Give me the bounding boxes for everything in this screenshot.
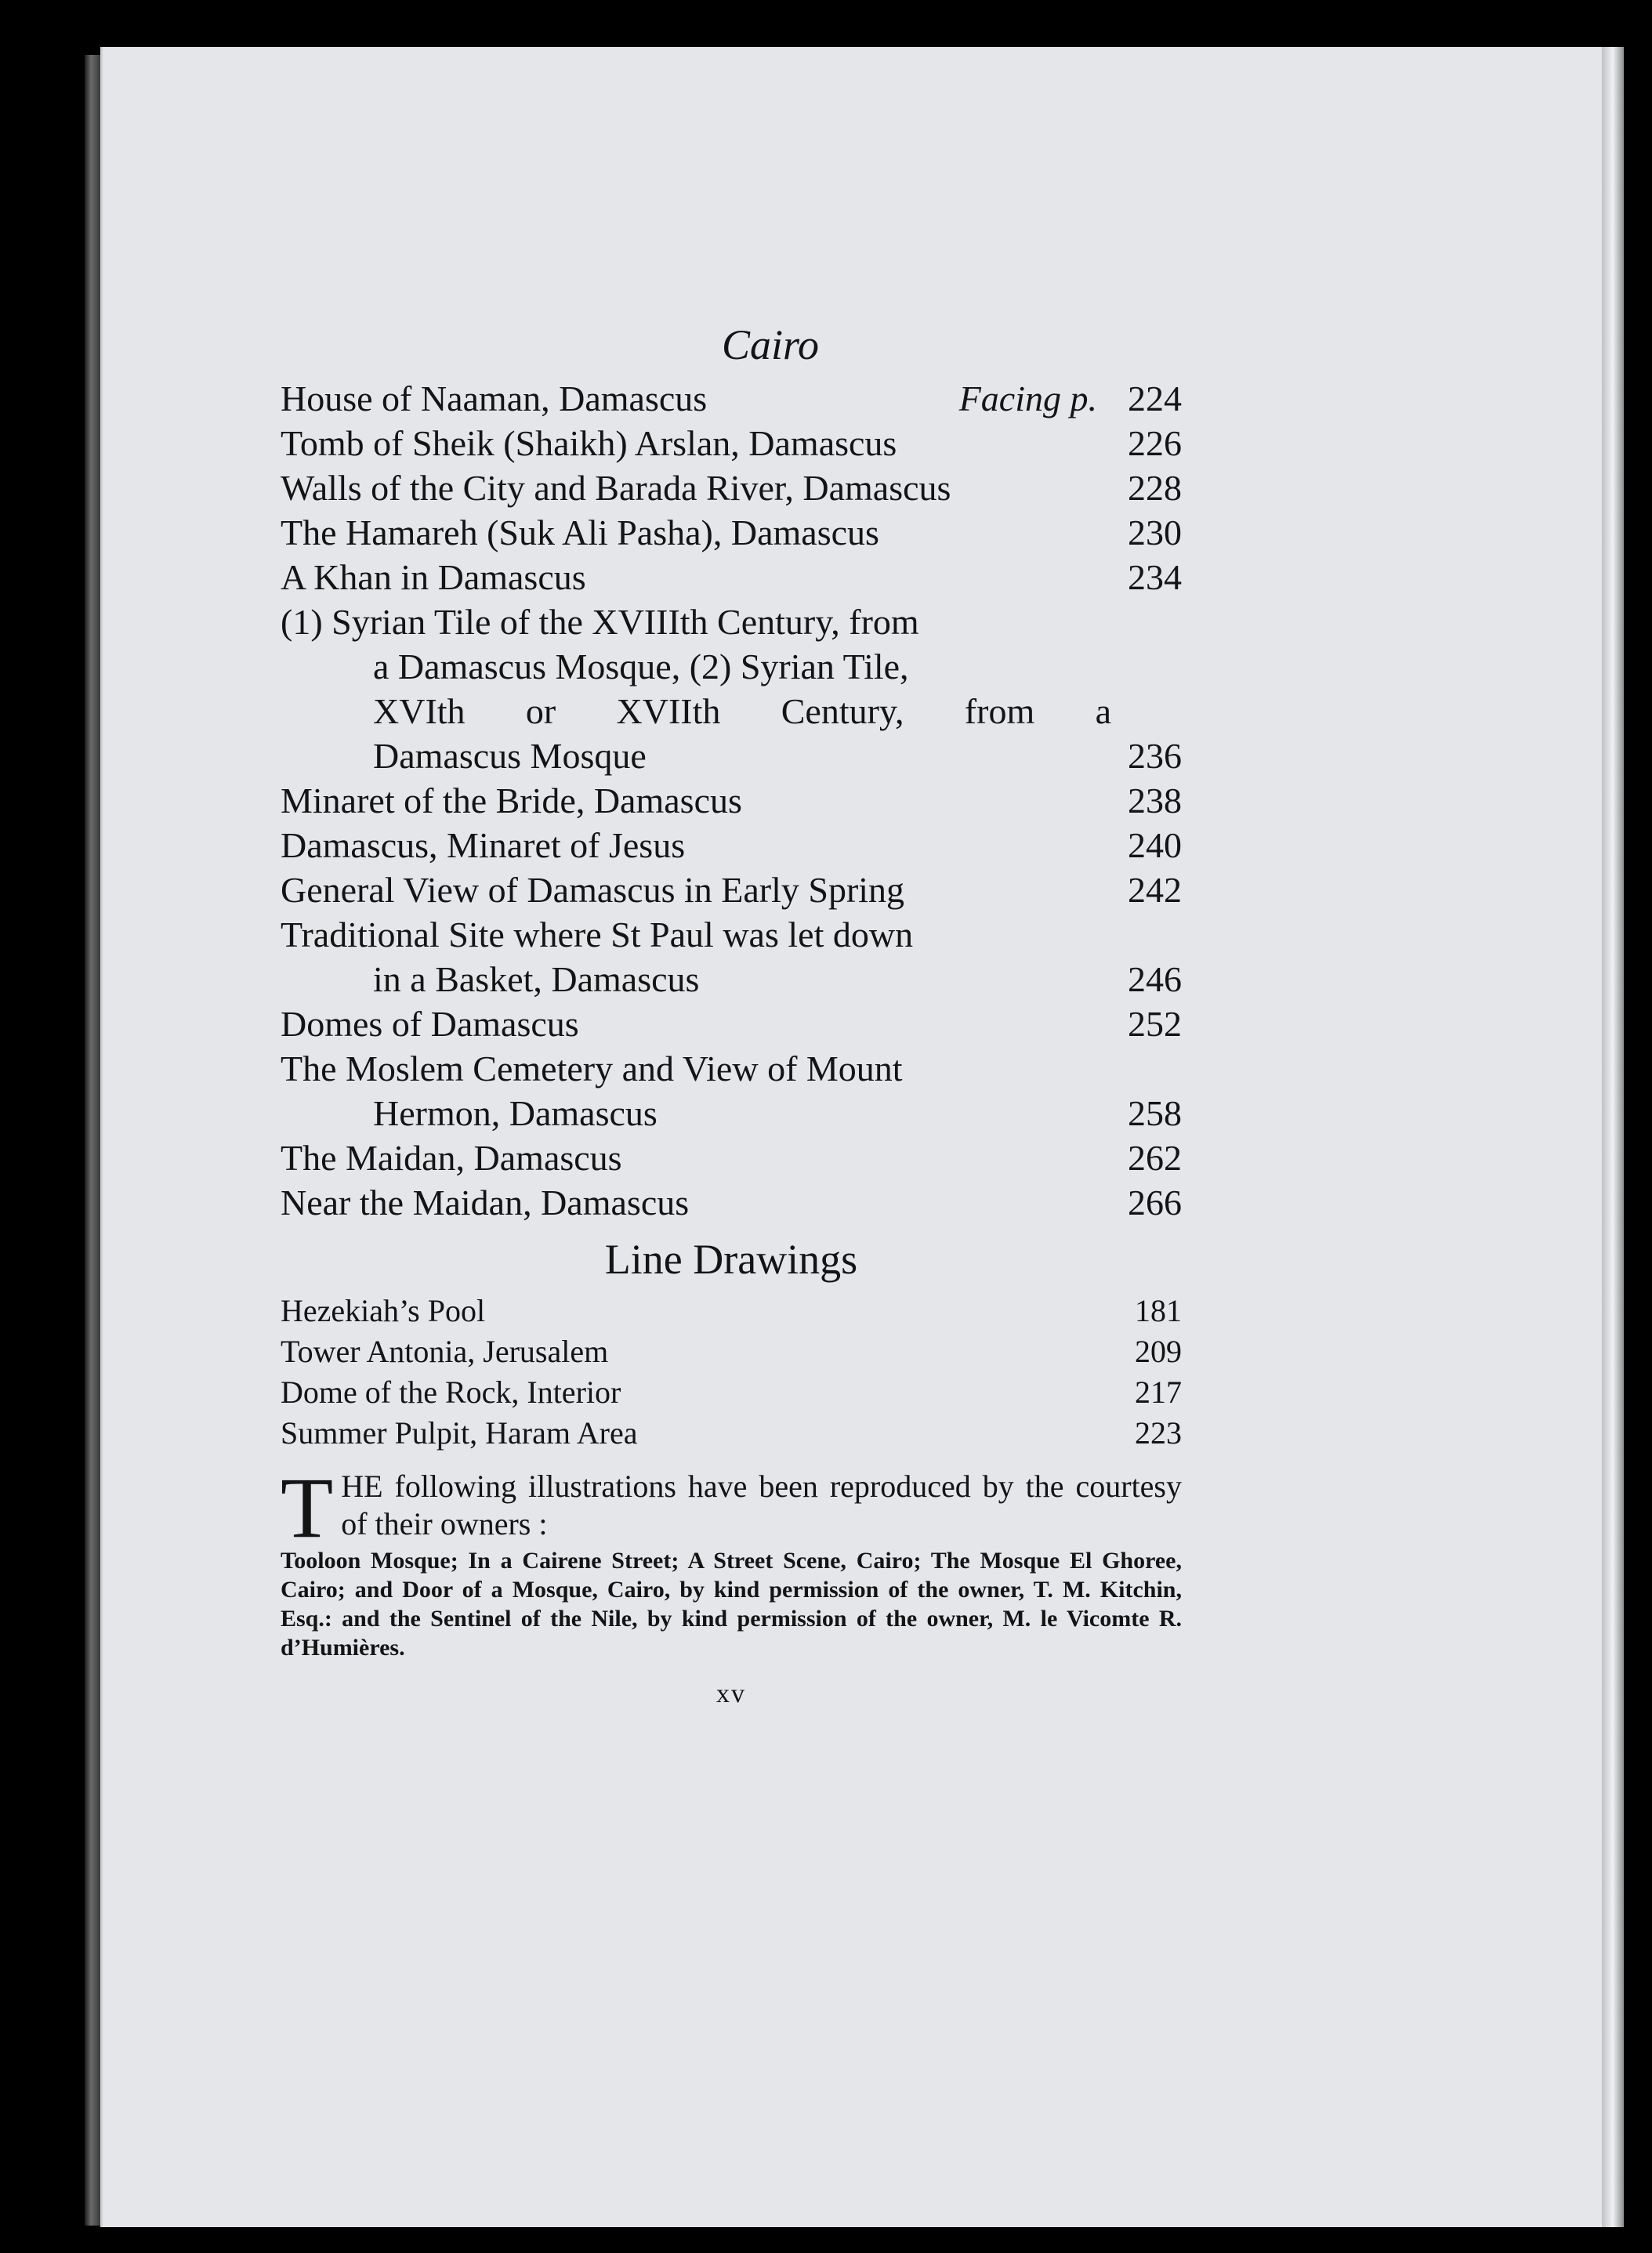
plate-title: Domes of Damascus bbox=[281, 1004, 579, 1044]
drop-cap: T bbox=[281, 1460, 334, 1556]
page-number: 217 bbox=[1135, 1375, 1182, 1410]
drawing-title: Tower Antonia, Jerusalem bbox=[281, 1334, 609, 1369]
list-item bbox=[281, 465, 1182, 510]
page-number: 209 bbox=[1135, 1334, 1182, 1369]
page-number: 228 bbox=[1128, 468, 1182, 508]
list-item-continuation bbox=[281, 689, 1182, 733]
plate-title-line: The Moslem Cemetery and View of Mount bbox=[281, 1049, 903, 1088]
credits-note bbox=[281, 1460, 1182, 1662]
plate-title: House of Naaman, Damascus bbox=[281, 379, 708, 418]
drawing-title: Summer Pulpit, Haram Area bbox=[281, 1415, 638, 1451]
plate-title: Walls of the City and Barada River, Damascus bbox=[281, 468, 951, 508]
list-item bbox=[281, 555, 1182, 599]
plates-list bbox=[281, 376, 1182, 1225]
facing-label: Facing p. bbox=[958, 379, 1097, 418]
line-drawings-heading: Line Drawings bbox=[604, 1236, 858, 1283]
list-item bbox=[281, 510, 1182, 555]
page-number: 258 bbox=[1128, 1093, 1182, 1133]
drawing-title: Hezekiah’s Pool bbox=[281, 1293, 486, 1328]
list-item bbox=[281, 1413, 1182, 1454]
plate-title: Near the Maidan, Damascus bbox=[281, 1183, 690, 1222]
line-drawings-list bbox=[281, 1291, 1182, 1454]
plate-title-line: Traditional Site where St Paul was let down bbox=[281, 915, 914, 954]
list-item bbox=[281, 1136, 1182, 1180]
list-item bbox=[281, 376, 1182, 421]
page-number: 230 bbox=[1128, 513, 1182, 552]
list-item-continuation bbox=[281, 644, 1182, 689]
plate-title: A Khan in Damascus bbox=[281, 557, 586, 597]
list-item bbox=[281, 1331, 1182, 1372]
plate-title: Minaret of the Bride, Damascus bbox=[281, 781, 742, 820]
list-item bbox=[281, 1291, 1182, 1331]
page-number: 266 bbox=[1128, 1183, 1182, 1222]
credits-intro: HE following illustrations have been reproduced by the courtesy of their owners : bbox=[341, 1469, 1182, 1541]
book-spine-edge bbox=[85, 55, 100, 2226]
page-number: 223 bbox=[1135, 1415, 1182, 1451]
list-item bbox=[281, 421, 1182, 465]
page-number: 234 bbox=[1128, 557, 1182, 597]
plate-title-line: XVIth or XVIIth Century, from a bbox=[373, 691, 1111, 731]
page-number: 262 bbox=[1128, 1138, 1182, 1178]
page-number: 181 bbox=[1135, 1293, 1182, 1328]
list-item-continuation bbox=[281, 957, 1182, 1002]
list-item bbox=[281, 1180, 1182, 1225]
page-fore-edge bbox=[1602, 47, 1624, 2227]
page-number: 238 bbox=[1128, 781, 1182, 820]
plate-title: The Maidan, Damascus bbox=[281, 1138, 622, 1178]
page-number: 252 bbox=[1128, 1004, 1182, 1044]
list-item-continuation bbox=[281, 1091, 1182, 1136]
plate-title-line: (1) Syrian Tile of the XVIIIth Century, from bbox=[281, 602, 919, 642]
list-item bbox=[281, 599, 1182, 644]
section-heading: Cairo bbox=[721, 321, 820, 368]
plate-title: The Hamareh (Suk Ali Pasha), Damascus bbox=[281, 513, 879, 552]
list-item bbox=[281, 1046, 1182, 1091]
plate-title: Tomb of Sheik (Shaikh) Arslan, Damascus bbox=[281, 423, 897, 463]
list-item bbox=[281, 1372, 1182, 1413]
list-item-continuation bbox=[281, 733, 1182, 778]
plate-title-line: Damascus Mosque bbox=[373, 736, 647, 776]
page-number: 236 bbox=[1128, 736, 1182, 776]
list-item bbox=[281, 823, 1182, 868]
plate-title-line: a Damascus Mosque, (2) Syrian Tile, bbox=[373, 647, 909, 686]
plate-title-line: Hermon, Damascus bbox=[373, 1093, 658, 1133]
list-item bbox=[281, 912, 1182, 957]
list-of-illustrations bbox=[281, 313, 1182, 1709]
list-item bbox=[281, 868, 1182, 912]
plate-title: General View of Damascus in Early Spring bbox=[281, 870, 905, 910]
page-number: 246 bbox=[1128, 959, 1182, 999]
plate-title-line: in a Basket, Damascus bbox=[373, 959, 700, 999]
page-number: 224 bbox=[1128, 379, 1182, 418]
list-item bbox=[281, 1002, 1182, 1046]
page-number: 242 bbox=[1128, 870, 1182, 910]
drawing-title: Dome of the Rock, Interior bbox=[281, 1375, 621, 1410]
plate-title: Damascus, Minaret of Jesus bbox=[281, 825, 686, 865]
page-number: 226 bbox=[1128, 423, 1182, 463]
list-item bbox=[281, 778, 1182, 823]
page-number: 240 bbox=[1128, 825, 1182, 865]
page-folio: xv bbox=[716, 1679, 746, 1708]
credits-body: Tooloon Mosque; In a Cairene Street; A Street Scene, Cairo; The Mosque El Ghoree, Cairo; and Door of a Mosque, Cairo, by kind permission of the owner, T. M. Kitchin, Esq.: and the Sentinel of the Nile, by kind permission of the owner, M. le Vicomte R. d’Humières. bbox=[281, 1548, 1182, 1661]
